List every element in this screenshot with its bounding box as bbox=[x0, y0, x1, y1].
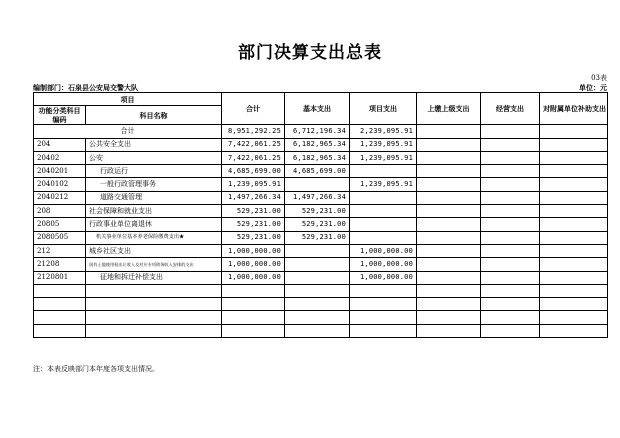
row-basic bbox=[285, 271, 350, 284]
page-title: 部门决算支出总表 bbox=[238, 43, 382, 63]
row-name: 公共安全支出 bbox=[86, 138, 222, 151]
header-basic: 基本支出 bbox=[285, 93, 350, 125]
row-name: 行政运行 bbox=[86, 165, 222, 178]
row-project: 1,000,000.00 bbox=[350, 271, 417, 284]
total-label: 合计 bbox=[34, 125, 222, 138]
empty-row bbox=[34, 298, 608, 311]
row-name: 社会保障和就业支出 bbox=[86, 205, 222, 218]
table-row bbox=[34, 151, 608, 164]
row-basic: 1,497,266.34 bbox=[285, 191, 350, 204]
row-total: 529,231.00 bbox=[222, 205, 285, 218]
row-code: 208 bbox=[34, 205, 86, 218]
row-total: 4,685,699.00 bbox=[222, 165, 285, 178]
total-amount: 8,951,292.25 bbox=[222, 125, 285, 138]
footnote: 注：本表反映部门本年度各项支出情况。 bbox=[33, 365, 159, 373]
row-basic: 529,231.00 bbox=[285, 231, 350, 244]
header-total: 合计 bbox=[222, 93, 285, 125]
header-upper: 上缴上级支出 bbox=[417, 93, 481, 125]
row-basic: 4,685,699.00 bbox=[285, 165, 350, 178]
row-code: 2040212 bbox=[34, 191, 86, 204]
total-basic: 6,712,196.34 bbox=[285, 125, 350, 138]
table-row bbox=[34, 231, 608, 244]
row-total: 529,231.00 bbox=[222, 231, 285, 244]
header-func-code: 功能分类科目编码 bbox=[34, 106, 86, 125]
header-subsidy: 对附属单位补助支出 bbox=[540, 93, 608, 125]
unit-label: 单位：元 bbox=[579, 83, 607, 92]
expenditure-table bbox=[33, 92, 608, 338]
row-total: 1,000,000.00 bbox=[222, 258, 285, 271]
row-total: 7,422,061.25 bbox=[222, 138, 285, 151]
row-project bbox=[350, 165, 417, 178]
row-code: 204 bbox=[34, 138, 86, 151]
table-row-total bbox=[34, 125, 608, 138]
row-basic: 529,231.00 bbox=[285, 205, 350, 218]
row-project bbox=[350, 218, 417, 231]
header-project: 项目支出 bbox=[350, 93, 417, 125]
row-basic: 6,182,965.34 bbox=[285, 138, 350, 151]
table-row bbox=[34, 258, 608, 271]
row-project: 1,000,000.00 bbox=[350, 244, 417, 257]
row-code: 21208 bbox=[34, 258, 86, 271]
row-project bbox=[350, 205, 417, 218]
row-code: 2120801 bbox=[34, 271, 86, 284]
row-name: 一般行政管理事务 bbox=[86, 178, 222, 191]
table-row bbox=[34, 191, 608, 204]
row-basic bbox=[285, 244, 350, 257]
row-code: 212 bbox=[34, 244, 86, 257]
row-name: 国有土地使用权出让收入及对应专项债务收入安排的支出 bbox=[86, 258, 222, 271]
table-row bbox=[34, 218, 608, 231]
empty-row bbox=[34, 324, 608, 337]
row-code: 20805 bbox=[34, 218, 86, 231]
table-code: 03表 bbox=[591, 74, 607, 82]
row-basic: 529,231.00 bbox=[285, 218, 350, 231]
table-row bbox=[34, 178, 608, 191]
table-row bbox=[34, 271, 608, 284]
row-basic bbox=[285, 258, 350, 271]
row-name: 行政事业单位离退休 bbox=[86, 218, 222, 231]
row-name: 城乡社区支出 bbox=[86, 244, 222, 257]
table-row bbox=[34, 205, 608, 218]
row-name: 机关事业单位基本养老保险缴费支出★ bbox=[86, 231, 222, 244]
row-total: 7,422,061.25 bbox=[222, 151, 285, 164]
row-project bbox=[350, 231, 417, 244]
empty-row bbox=[34, 284, 608, 297]
header-item: 项目 bbox=[34, 93, 222, 106]
header-subject-name: 科目名称 bbox=[86, 106, 222, 125]
org-label: 编制部门：石泉县公安局交警大队 bbox=[33, 83, 138, 92]
row-total: 1,000,000.00 bbox=[222, 271, 285, 284]
table-row bbox=[34, 165, 608, 178]
row-total: 1,497,266.34 bbox=[222, 191, 285, 204]
row-total: 1,239,095.91 bbox=[222, 178, 285, 191]
row-code: 2040201 bbox=[34, 165, 86, 178]
row-project: 1,239,095.91 bbox=[350, 138, 417, 151]
total-project: 2,239,095.91 bbox=[350, 125, 417, 138]
row-code: 20402 bbox=[34, 151, 86, 164]
row-name: 公安 bbox=[86, 151, 222, 164]
table-row bbox=[34, 244, 608, 257]
row-code: 2040102 bbox=[34, 178, 86, 191]
row-total: 529,231.00 bbox=[222, 218, 285, 231]
row-total: 1,000,000.00 bbox=[222, 244, 285, 257]
row-project bbox=[350, 191, 417, 204]
row-name: 征地和拆迁补偿支出 bbox=[86, 271, 222, 284]
header-business: 经营支出 bbox=[481, 93, 540, 125]
row-basic: 6,182,965.34 bbox=[285, 151, 350, 164]
row-basic bbox=[285, 178, 350, 191]
row-project: 1,239,095.91 bbox=[350, 151, 417, 164]
row-project: 1,239,095.91 bbox=[350, 178, 417, 191]
empty-row bbox=[34, 311, 608, 324]
row-name: 道路交通管理 bbox=[86, 191, 222, 204]
row-code: 2080505 bbox=[34, 231, 86, 244]
row-project: 1,000,000.00 bbox=[350, 258, 417, 271]
table-row bbox=[34, 138, 608, 151]
